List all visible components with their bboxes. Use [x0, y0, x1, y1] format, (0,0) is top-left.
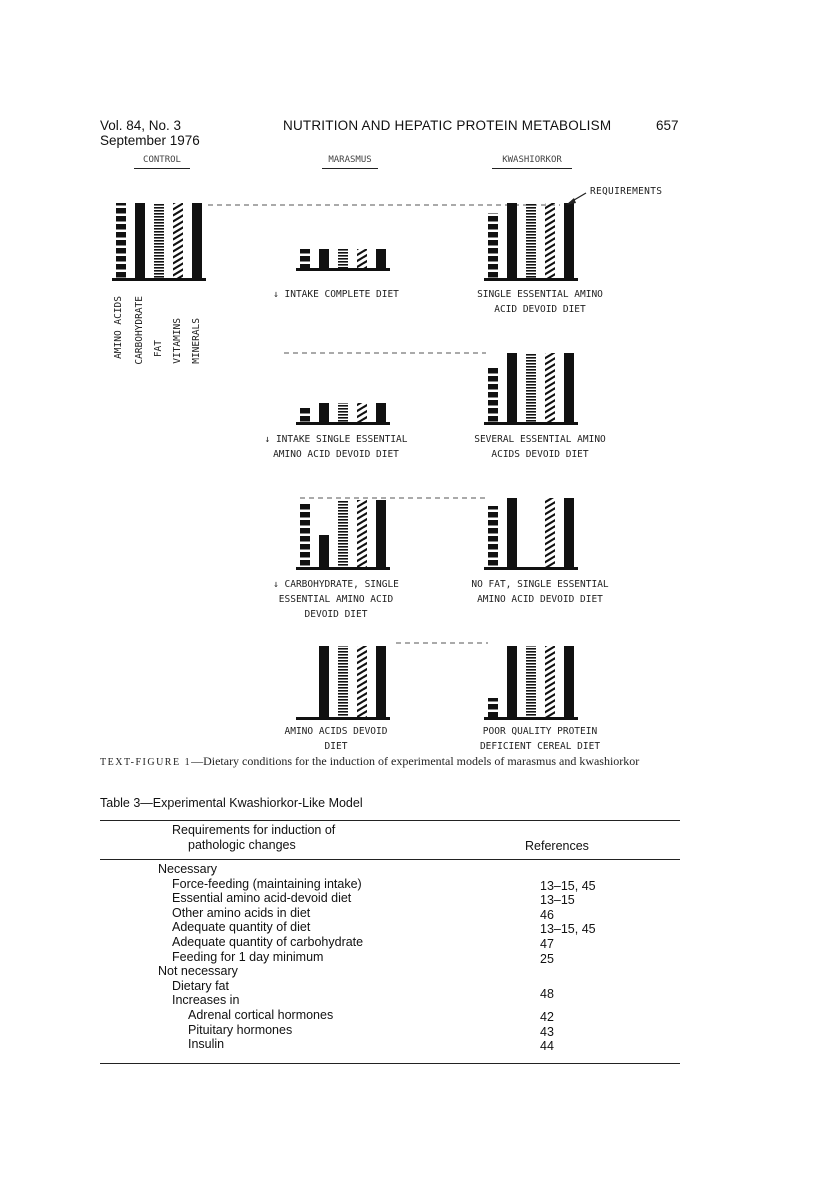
figure-caption-label: TEXT-FIGURE 1 [100, 757, 192, 768]
header-line: Requirements for induction of [172, 823, 336, 837]
caption-line: ACIDS DEVOID DIET [491, 449, 589, 460]
caption-line: SEVERAL ESSENTIAL AMINO [474, 434, 606, 445]
header-line: pathologic changes [188, 838, 296, 852]
caption-line: DIET [324, 741, 348, 752]
figure-caption [100, 754, 710, 770]
table-row-reference: 13–15, 45 [540, 922, 596, 937]
bars-kwashiorkor-2 [484, 353, 578, 425]
caption-kwashiorkor-3 [450, 577, 630, 607]
caption-line: DEFICIENT CEREAL DIET [479, 741, 601, 752]
caption-kwashiorkor-2 [450, 432, 630, 462]
table-row-reference: 46 [540, 907, 554, 922]
running-title: NUTRITION AND HEPATIC PROTEIN METABOLISM [283, 118, 612, 133]
caption-marasmus-3 [246, 577, 426, 622]
table-row-label: Pituitary hormones [188, 1022, 293, 1037]
table-top-rule [100, 820, 680, 821]
table-row-label: Essential amino acid-devoid diet [172, 891, 352, 906]
caption-line: ACID DEVOID DIET [494, 304, 586, 315]
page-number: 657 [656, 118, 679, 133]
caption-line: ↓ CARBOHYDRATE, SINGLE [273, 579, 399, 590]
requirements-label: REQUIREMENTS [590, 186, 663, 197]
table-row-label: Not necessary [158, 964, 238, 979]
bars-kwashiorkor-3 [484, 498, 578, 570]
table-row-reference: 48 [540, 986, 554, 1001]
caption-line: SINGLE ESSENTIAL AMINO [477, 289, 603, 300]
column-title-kwashiorkor: KWASHIORKOR [492, 155, 572, 169]
caption-line: POOR QUALITY PROTEIN [482, 726, 598, 737]
caption-line: ESSENTIAL AMINO ACID [278, 594, 394, 605]
legend-carbohydrate: CARBOHYDRATE [134, 296, 145, 365]
legend-vitamins: VITAMINS [172, 318, 183, 364]
table-row-reference: 13–15, 45 [540, 878, 596, 893]
table-row-reference: 13–15 [540, 893, 575, 908]
caption-line: AMINO ACID DEVOID DIET [477, 594, 603, 605]
table-row-reference: 42 [540, 1010, 554, 1024]
table-row-reference: 25 [540, 951, 554, 966]
legend-fat: FAT [153, 340, 164, 358]
caption-line: ↓ INTAKE COMPLETE DIET [273, 289, 399, 300]
table-row-label: Other amino acids in diet [172, 905, 311, 920]
caption-marasmus-4 [256, 724, 416, 754]
volume-number: Vol. 84, No. 3 [100, 118, 182, 133]
caption-kwashiorkor-4 [450, 724, 630, 754]
caption-marasmus-1 [246, 287, 426, 302]
bars-marasmus-4 [296, 646, 390, 720]
table-row-label: Adequate quantity of diet [172, 920, 311, 935]
table-header-rule [100, 859, 680, 860]
table-bottom-rule [100, 1063, 680, 1064]
bars-kwashiorkor-4 [484, 646, 578, 720]
column-title-control: CONTROL [134, 155, 190, 169]
bars-marasmus-3 [296, 500, 390, 570]
legend-minerals: MINERALS [191, 318, 202, 364]
table-row-reference: 47 [540, 937, 554, 951]
bars-control [112, 203, 206, 281]
table-row-label: Feeding for 1 day minimum [172, 949, 324, 964]
caption-kwashiorkor-1 [450, 287, 630, 317]
table-row-reference: 43 [540, 1024, 554, 1039]
table-row-label: Adequate quantity of carbohydrate [172, 935, 364, 949]
table-col1-header [172, 823, 335, 853]
table-title: Table 3—Experimental Kwashiorkor-Like Model [100, 796, 363, 810]
table-row-label: Insulin [188, 1037, 225, 1052]
caption-line: AMINO ACID DEVOID DIET [273, 449, 399, 460]
bars-kwashiorkor-1 [484, 203, 578, 281]
table-row-label: Dietary fat [172, 978, 229, 993]
caption-line: AMINO ACIDS DEVOID [284, 726, 388, 737]
bars-marasmus-1 [296, 249, 390, 271]
column-title-marasmus: MARASMUS [322, 155, 378, 169]
caption-line: ↓ INTAKE SINGLE ESSENTIAL [264, 434, 408, 445]
table-row-label: Increases in [172, 993, 240, 1008]
legend-amino-acids: AMINO ACIDS [113, 296, 124, 359]
table-col2-header: References [525, 839, 589, 853]
issue-date: September 1976 [100, 133, 200, 148]
figure-caption-text: —Dietary conditions for the induction of experimental models of marasmus and kwashiorkor [191, 754, 640, 768]
bars-marasmus-2 [296, 403, 390, 425]
table-row-label: Adrenal cortical hormones [188, 1008, 334, 1022]
caption-line: DEVOID DIET [304, 609, 368, 620]
table-row-reference: 44 [540, 1039, 554, 1054]
caption-marasmus-2 [246, 432, 426, 462]
table-row-label: Necessary [158, 862, 218, 876]
table-row-label: Force-feeding (maintaining intake) [172, 876, 362, 891]
caption-line: NO FAT, SINGLE ESSENTIAL [471, 579, 609, 590]
